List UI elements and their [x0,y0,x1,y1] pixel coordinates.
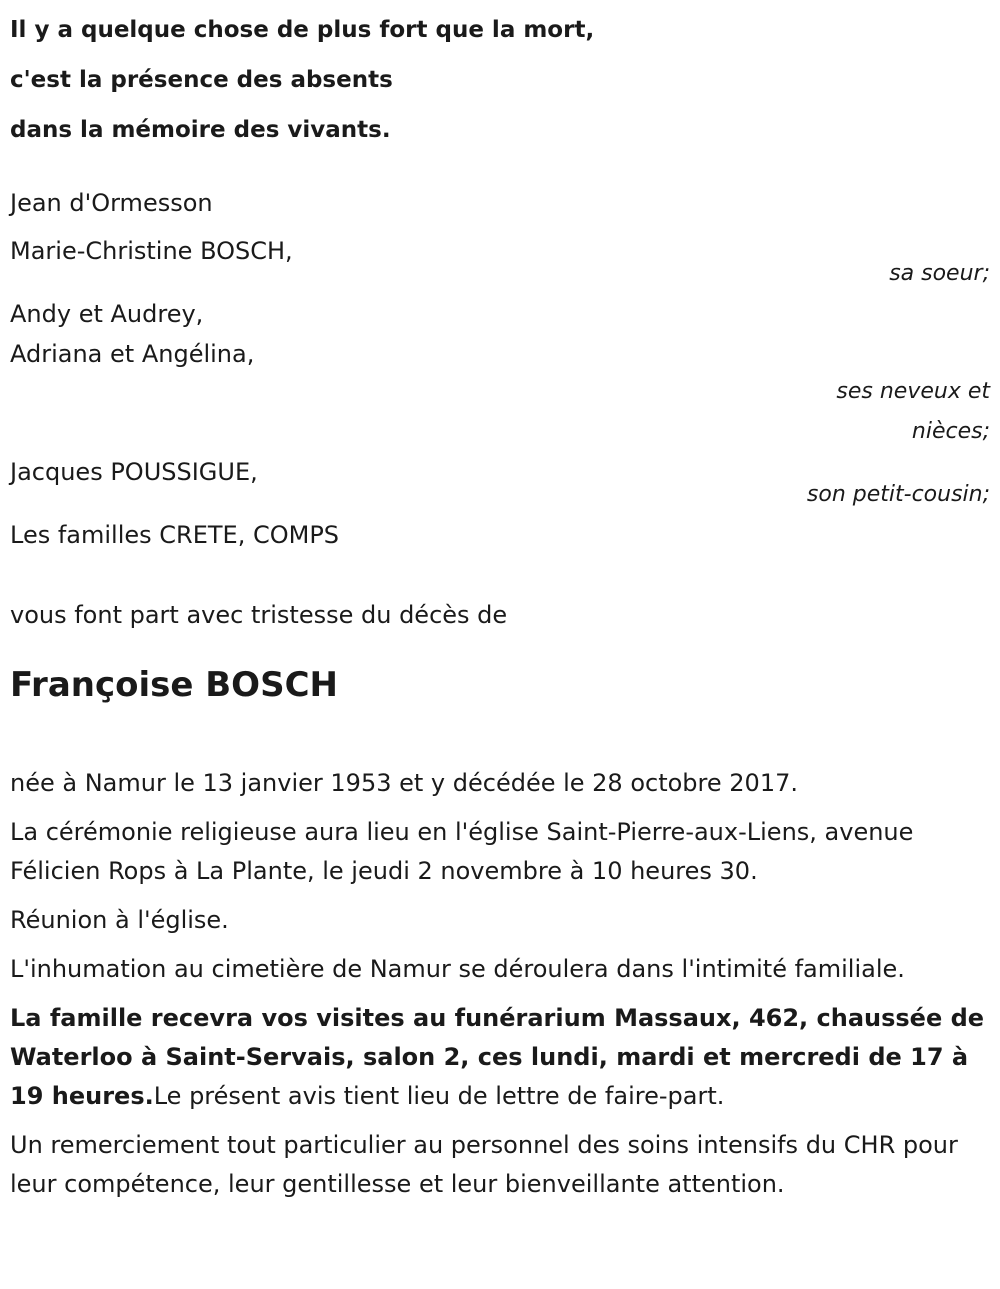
reunion-text: Réunion à l'église. [10,906,229,934]
nephews-line-1: Andy et Audrey, [10,300,204,328]
deceased-name: Françoise BOSCH [10,665,338,705]
family-block [10,231,990,555]
other-families: Les familles CRETE, COMPS [10,521,340,549]
cousin-name: Jacques POUSSIGUE, [10,458,258,486]
quote-line-2: c'est la présence des absents [10,67,393,93]
quote-line-1: Il y a quelque chose de plus fort que la mort, [10,17,595,43]
visits-paragraph [10,999,990,1116]
quote-block [10,0,990,155]
announcement-intro: vous font part avec tristesse du décès de [10,601,508,629]
burial-text: L'inhumation au cimetière de Namur se déroulera dans l'intimité familiale. [10,955,905,983]
quote-author: Jean d'Ormesson [10,189,213,217]
nephews-relation-line-2: nièces; [911,419,990,444]
visits-rest-text: Le présent avis tient lieu de lettre de faire-part. [153,1082,725,1110]
ceremony-text: La cérémonie religieuse aura lieu en l'église Saint-Pierre-aux-Liens, avenue Félicien Rops à La Plante, le jeudi 2 novembre à 10 heures 30. [10,818,914,885]
sister-relation: sa soeur; [889,261,990,286]
quote-line-3: dans la mémoire des vivants. [10,117,391,143]
visits-bold-text: La famille recevra vos visites au funérarium Massaux, 462, chaussée de Waterloo à Saint-Servais, salon 2, ces lundi, mardi et mercredi de 17 à 19 heures. [10,1004,985,1110]
birth-death-text: née à Namur le 13 janvier 1953 et y décédée le 28 octobre 2017. [10,769,798,797]
thanks-text: Un remerciement tout particulier au personnel des soins intensifs du CHR pour leur compétence, leur gentillesse et leur bienveillante attention. [10,1131,958,1198]
sister-name: Marie-Christine BOSCH, [10,237,293,265]
nephews-line-2: Adriana et Angélina, [10,340,255,368]
nephews-relation-line-1: ses neveux et [836,379,990,404]
nephews-relation [740,372,990,452]
cousin-relation: son petit-cousin; [806,482,990,507]
